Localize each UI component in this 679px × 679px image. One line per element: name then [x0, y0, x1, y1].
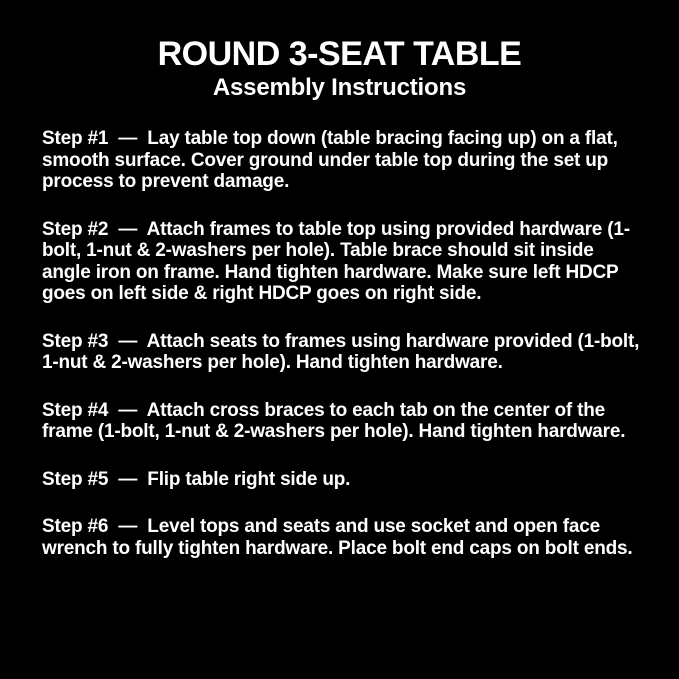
- page-title: ROUND 3-SEAT TABLE: [157, 35, 522, 73]
- step-1: Step #1 — Lay table top down (table bracing facing up) on a flat, smooth surface. Cover ground under table top during the set up process to prevent damage.: [42, 128, 623, 192]
- steps-list: [0, 128, 679, 559]
- step-6: Step #6 — Level tops and seats and use socket and open face wrench to fully tighten hardware. Place bolt end caps on bolt ends.: [42, 516, 633, 559]
- step-4: Step #4 — Attach cross braces to each tab on the center of the frame (1-bolt, 1-nut & 2-washers per hole). Hand tighten hardware.: [42, 399, 626, 442]
- step-3: Step #3 — Attach seats to frames using hardware provided (1-bolt, 1-nut & 2-washers per hole). Hand tighten hardware.: [42, 330, 645, 373]
- step-2: Step #2 — Attach frames to table top using provided hardware (1-bolt, 1-nut & 2-washers per hole). Table brace should sit inside angle iron on frame. Hand tighten hardware. Make sure left HDCP goes on left side & right HDCP goes on right side.: [42, 218, 630, 304]
- step-5: Step #5 — Flip table right side up.: [42, 468, 351, 490]
- page-subtitle: Assembly Instructions: [212, 74, 467, 101]
